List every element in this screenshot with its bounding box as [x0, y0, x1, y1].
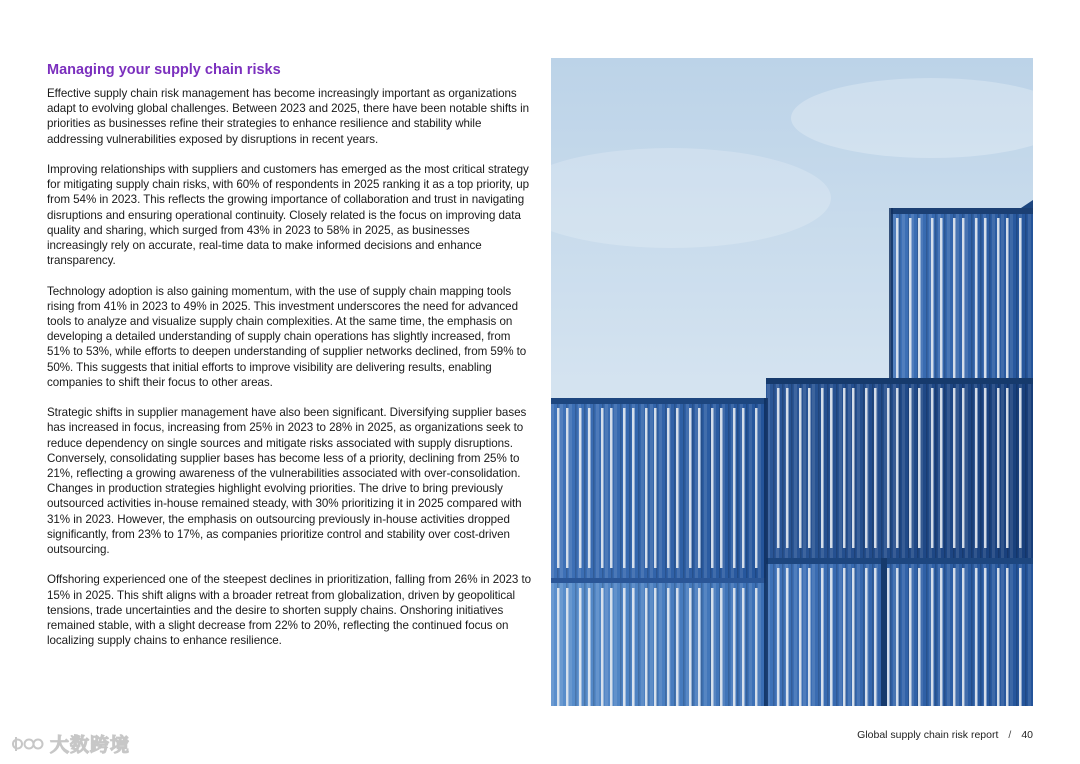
container-stack-left	[551, 398, 766, 706]
page-footer	[857, 729, 1033, 741]
container-stack-bottom	[766, 558, 1033, 706]
paragraph: Strategic shifts in supplier management have also been significant. Diversifying supplier bases has increased in focus, increasing from 25% in 2023 to 28% in 2025, as organizations seek to reduce dependency on single sources and mitigate risks associated with supply disruptions. Conversely, consolidating supplier bases has become less of a priority, declining from 25% to 21%, reflecting a growing awareness of the vulnerabilities associated with over-consolidation. Changes in production strategies highlight evolving priorities. The drive to bring previously outsourced activities in-house remained steady, with 30% prioritizing it in 2025 compared with 31% in 2023. However, the emphasis on outsourcing previously in-house activities dropped significantly, from 23% to 17%, as companies prioritize control and stability over cost-driven outsourcing.	[47, 406, 527, 557]
paragraph: Improving relationships with suppliers and customers has emerged as the most critical strategy for mitigating supply chain risks, with 60% of respondents in 2025 ranking it as a top priority, up from 54% in 2023. This reflects the growing importance of collaboration and trust in navigating disruptions and ensuring operational continuity. Closely related is the focus on improving data quality and sharing, which surged from 43% in 2023 to 58% in 2025, as businesses increasingly rely on accurate, real-time data to make informed decisions and enhance transparency.	[47, 163, 530, 268]
container-stack-top-right	[891, 200, 1033, 408]
paragraph: Effective supply chain risk management has become increasingly important as organizations adapt to evolving global challenges. Between 2023 and 2025, there have been notable shifts in priorities as businesses refine their strategies to enhance resilience and stability while addressing vulnerabilities exposed by disruptions in recent years.	[47, 87, 530, 146]
footer-separator: /	[1008, 729, 1012, 741]
watermark	[10, 730, 130, 757]
page-number: 40	[1021, 729, 1033, 741]
container-stack-middle	[766, 378, 1033, 558]
watermark-logo-icon	[10, 733, 44, 755]
paragraph: Technology adoption is also gaining momentum, with the use of supply chain mapping tools rising from 41% in 2023 to 49% in 2025. This investment underscores the need for advanced tools to analyze and visualize supply chain complexities. At the same time, the emphasis on developing a detailed understanding of supply chain operations has slightly increased, from 51% to 53%, while efforts to deepen understanding of supplier networks declined, from 59% to 50%. This suggests that initial efforts to improve visibility are delivering results, enabling companies to shift their focus to other areas.	[47, 284, 527, 389]
report-title: Global supply chain risk report	[857, 729, 999, 741]
watermark-text: 大数跨境	[50, 734, 131, 756]
article	[47, 60, 532, 648]
paragraph: Offshoring experienced one of the steepest declines in prioritization, falling from 26% in 2023 to 15% in 2025. This shift aligns with a broader retreat from globalization, driven by geopolitical tensions, trade uncertainties and the desire to shorten supply chains. Onshoring initiatives remained stable, with a slight decrease from 22% to 20%, reflecting the continued focus on localizing supply chains to enhance resilience.	[47, 573, 532, 648]
section-heading: Managing your supply chain risks	[47, 62, 281, 78]
shipping-containers-photo	[551, 58, 1033, 706]
